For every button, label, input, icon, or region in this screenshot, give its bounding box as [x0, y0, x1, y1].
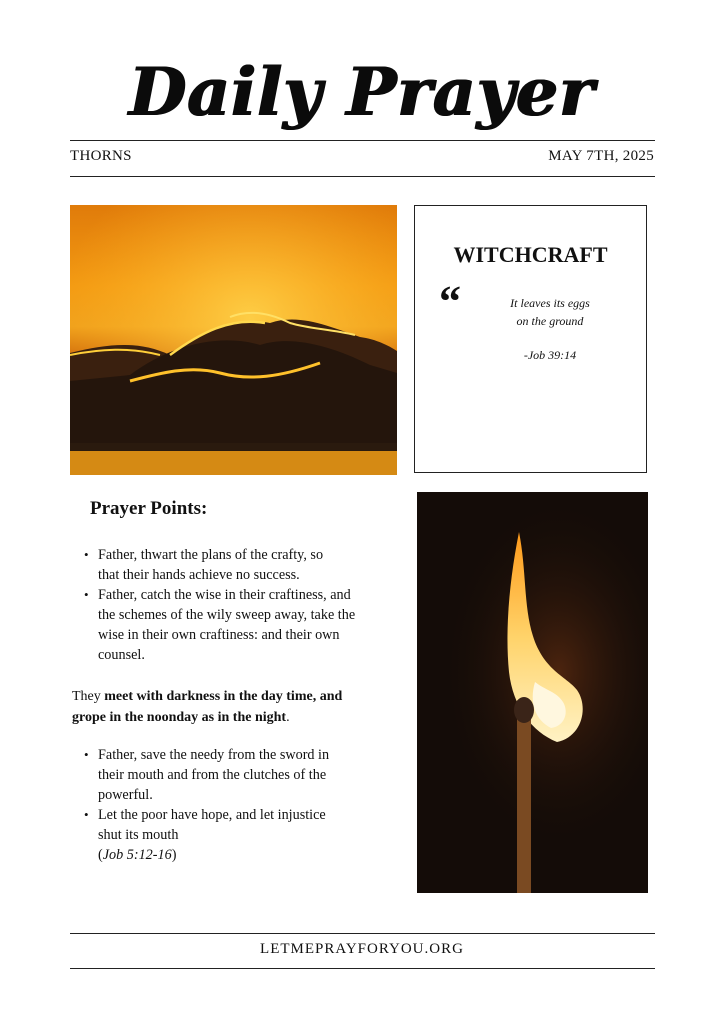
list-item: • Let the poor have hope, and let injustice shut its mouth [98, 805, 418, 845]
footer-top-rule [70, 933, 655, 934]
scripture-paragraph: They meet with darkness in the day time, and grope in the noonday as in the night. [72, 689, 343, 725]
quote-line: It leaves its eggs [510, 296, 590, 310]
scripture-reference: (Job 5:12-16) [98, 847, 177, 863]
section-label: THORNS [70, 148, 132, 164]
wildfire-photo [70, 205, 397, 475]
quote-citation: -Job 39:14 [523, 348, 577, 362]
list-item: • Father, save the needy from the sword in their mouth and from the clutches of the powerful. [98, 745, 418, 805]
footer-url[interactable]: LETMEPRAYFORYOU.ORG [260, 941, 464, 957]
prayer-list-a [70, 545, 418, 665]
header-top-rule [70, 140, 655, 141]
quote-line: on the ground [516, 314, 584, 328]
header-bottom-rule [70, 176, 655, 177]
match-flame-photo [417, 492, 648, 893]
masthead-title: Daily Prayer [129, 53, 595, 131]
quote-box-title: WITCHCRAFT [453, 242, 608, 267]
prayer-points-heading: Prayer Points: [90, 498, 208, 519]
wildfire-illustration [70, 205, 397, 475]
prayer-list-b [70, 745, 418, 865]
list-item: • Father, catch the wise in their craftiness, and the schemes of the wily sweep away, take the wise in their own craftiness: and their own counsel. [98, 585, 418, 665]
match-flame-illustration [417, 492, 648, 893]
issue-date: MAY 7TH, 2025 [548, 148, 654, 164]
quote-mark-icon: “ [439, 277, 461, 326]
list-item: • Father, thwart the plans of the crafty, so that their hands achieve no success. [98, 545, 418, 585]
scripture-quote-box [414, 205, 647, 473]
footer-bottom-rule [70, 968, 655, 969]
